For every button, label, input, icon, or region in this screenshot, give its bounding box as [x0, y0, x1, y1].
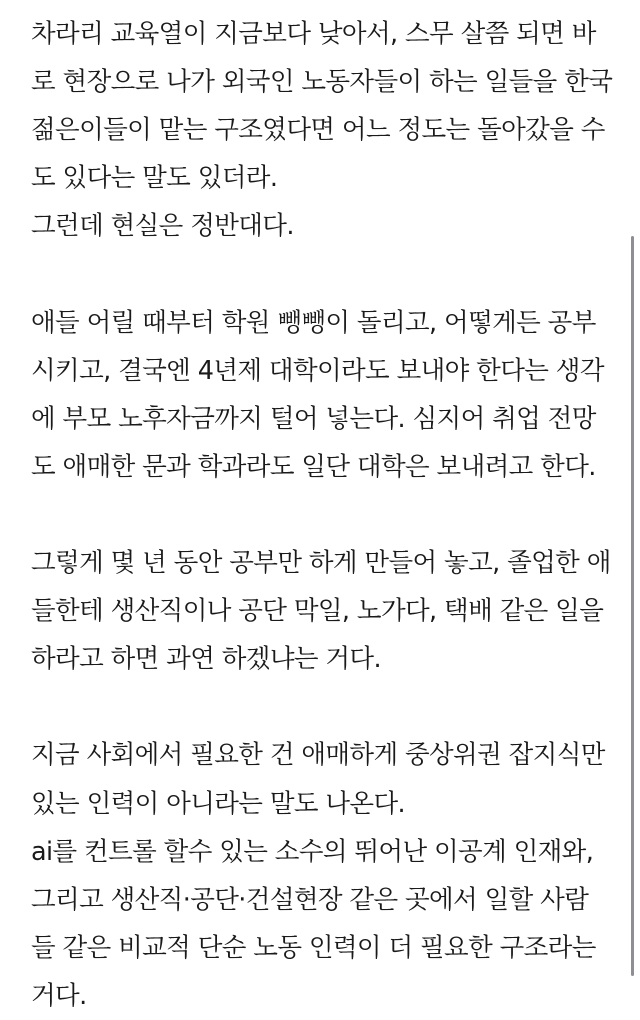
text-line: 그리고 생산직·공단·건설현장 같은 곳에서 일할 사람 — [31, 884, 589, 915]
text-line: 도 있다는 말도 있더라. — [31, 163, 278, 194]
text-line: 그렇게 몇 년 동안 공부만 하게 만들어 놓고, 졸업한 애 — [31, 548, 611, 579]
text-line: 차라리 교육열이 지금보다 낮아서, 스무 살쯤 되면 바 — [31, 19, 596, 49]
text-line: 로 현장으로 나가 외국인 노동자들이 하는 일들을 한국 — [31, 67, 613, 98]
paragraph — [31, 299, 611, 491]
text-line: 에 부모 노후자금까지 털어 넣는다. 심지어 취업 전망 — [31, 403, 596, 434]
paragraph — [31, 731, 611, 1020]
text-line: 시키고, 결국엔 4년제 대학이라도 보내야 한다는 생각 — [31, 355, 604, 386]
text-line: 애들 어릴 때부터 학원 뺑뺑이 돌리고, 어떻게든 공부 — [31, 307, 596, 338]
text-line: 젊은이들이 맡는 구조였다면 어느 정도는 돌아갔을 수 — [31, 115, 605, 146]
text-line: 지금 사회에서 필요한 건 애매하게 중상위권 잡지식만 — [31, 740, 605, 771]
article-body — [31, 10, 611, 1020]
paragraph — [31, 539, 611, 683]
text-line: 그런데 현실은 정반대다. — [31, 211, 294, 242]
paragraph-gap — [31, 683, 611, 731]
paragraph-gap — [31, 491, 611, 539]
text-line: 들 같은 비교적 단순 노동 인력이 더 필요한 구조라는 — [31, 932, 596, 963]
text-line: 도 애매한 문과 학과라도 일단 대학은 보내려고 한다. — [31, 451, 596, 482]
paragraph — [31, 10, 611, 250]
text-line: 하라고 하면 과연 하겠냐는 거다. — [31, 644, 381, 675]
text-line: 거다. — [31, 980, 87, 1011]
text-line: 있는 인력이 아니라는 말도 나온다. — [31, 788, 405, 819]
text-line: ai를 컨트롤 할수 있는 소수의 뛰어난 이공계 인재와, — [31, 836, 594, 867]
text-line: 들한테 생산직이나 공단 막일, 노가다, 택배 같은 일을 — [31, 596, 604, 627]
vertical-scrollbar[interactable] — [631, 236, 634, 976]
paragraph-gap — [31, 250, 611, 298]
